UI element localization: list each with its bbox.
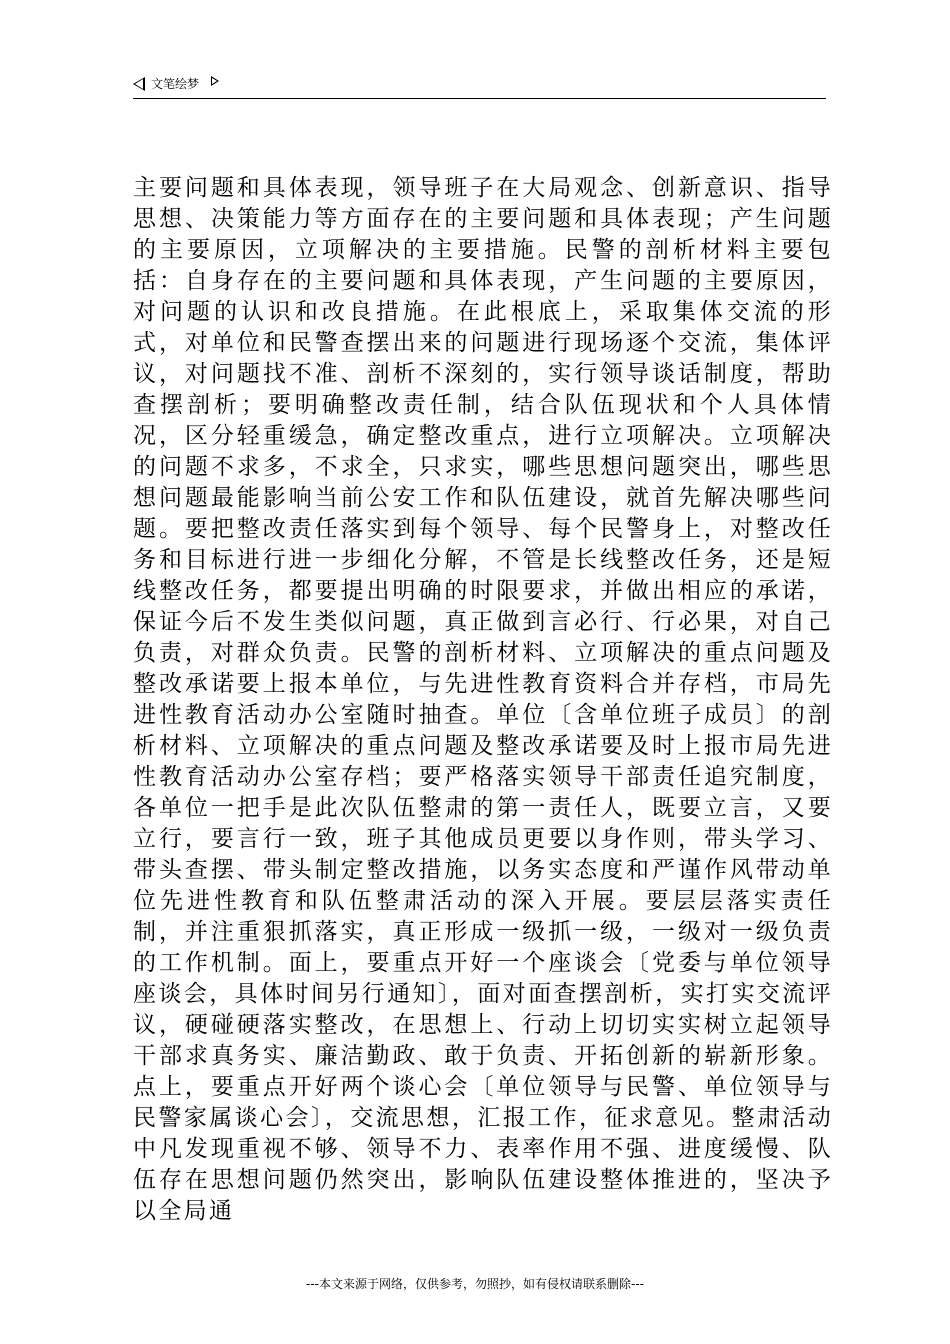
header-brand-group <box>133 76 219 92</box>
header-brand: 文笔绘梦 <box>151 77 200 91</box>
page-header <box>133 74 826 99</box>
footer-notice: ---本文来源于网络，仅供参考，勿照抄，如有侵权请联系删除--- <box>306 1277 644 1291</box>
triangle-left-icon <box>133 77 145 91</box>
triangle-right-icon <box>211 76 219 86</box>
body-paragraph: 主要问题和具体表现，领导班子在大局观念、创新意识、指导思想、决策能力等方面存在的主要问题和具体表现；产生问题的主要原因，立项解决的主要措施。民警的剖析材料主要包括：自身存在的主要问题和具体表现，产生问题的主要原因，对问题的认识和改良措施。在此根底上，采取集体交流的形式，对单位和民警查摆出来的问题进行现场逐个交流，集体评议，对问题找不准、剖析不深刻的，实行领导谈话制度，帮助查摆剖析；要明确整改责任制，结合队伍现状和个人具体情况，区分轻重缓急，确定整改重点，进行立项解决。立项解决的问题不求多，不求全，只求实，哪些思想问题突出，哪些思想问题最能影响当前公安工作和队伍建设，就首先解决哪些问题。要把整改责任落实到每个领导、每个民警身上，对整改任务和目标进行进一步细化分解，不管是长线整改任务，还是短线整改任务，都要提出明确的时限要求，并做出相应的承诺，保证今后不发生类似问题，真正做到言必行、行必果，对自己负责，对群众负责。民警的剖析材料、立项解决的重点问题及整改承诺要上报本单位，与先进性教育资料合并存档，市局先进性教育活动办公室随时抽查。单位〔含单位班子成员〕的剖析材料、立项解决的重点问题及整改承诺要及时上报市局先进性教育活动办公室存档；要严格落实领导干部责任追究制度，各单位一把手是此次队伍整肃的第一责任人，既要立言，又要立行，要言行一致，班子其他成员更要以身作则，带头学习、带头查摆、带头制定整改措施，以务实态度和严谨作风带动单位先进性教育和队伍整肃活动的深入开展。要层层落实责任制，并注重狠抓落实，真正形成一级抓一级，一级对一级负责的工作机制。面上，要重点开好一个座谈会〔党委与单位领导座谈会，具体时间另行通知〕，面对面查摆剖析，实打实交流评议，硬碰硬落实整改，在思想上、行动上切切实实树立起领导干部求真务实、廉洁勤政、敢于负责、开拓创新的崭新形象。点上，要重点开好两个谈心会〔单位领导与民警、单位领导与民警家属谈心会〕，交流思想，汇报工作，征求意见。整肃活动中凡发现重视不够、领导不力、表率作用不强、进度缓慢、队伍存在思想问题仍然突出，影响队伍建设整体推进的，坚决予以全局通 <box>133 175 833 1224</box>
